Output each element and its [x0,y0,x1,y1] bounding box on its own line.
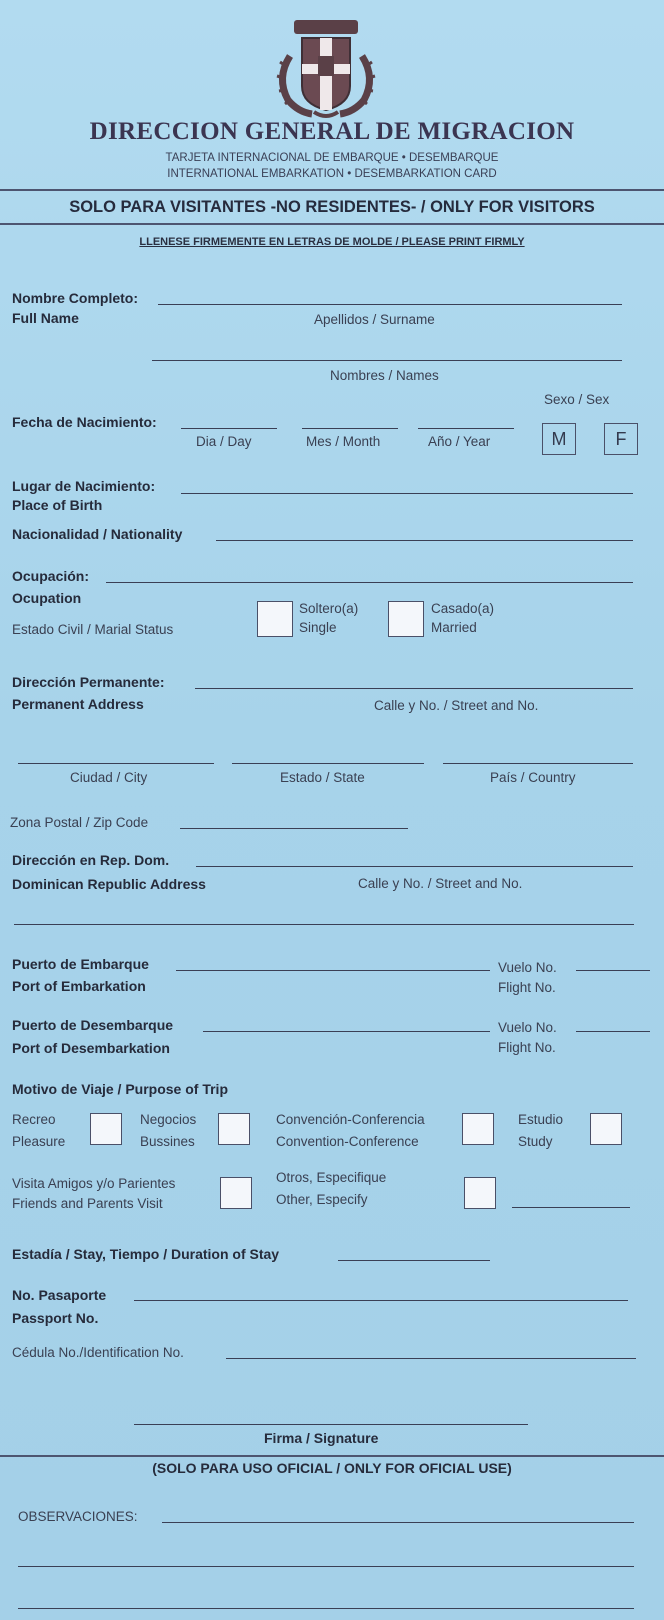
cedula-field[interactable] [226,1358,636,1359]
convention-caption: Convention-Conference [276,1134,419,1149]
card-subtitle-en: INTERNATIONAL EMBARKATION • DESEMBARKATION CARD [167,168,497,180]
desembarkation-port-field[interactable] [203,1031,490,1032]
embark-flight-label-en: Flight No. [498,980,556,995]
embarkation-label-es: Puerto de Embarque [12,956,149,972]
permanent-address-label-en: Permanent Address [12,696,144,712]
zip-label: Zona Postal / Zip Code [10,815,149,830]
observations-field[interactable] [162,1522,634,1523]
single-caption-en: Single [299,620,337,635]
visita-caption: Visita Amigos y/o Parientes [12,1176,176,1191]
single-caption-es: Soltero(a) [299,601,359,616]
otros-caption: Otros, Especifique [276,1170,387,1185]
desembarkation-label-es: Puerto de Desembarque [12,1017,174,1033]
embarkation-port-field[interactable] [176,970,490,971]
names-caption: Nombres / Names [330,368,439,383]
negocios-caption: Negocios [140,1112,197,1127]
purpose-label: Motivo de Viaje / Purpose of Trip [12,1081,229,1097]
married-checkbox[interactable] [388,601,424,637]
street-caption: Calle y No. / Street and No. [374,698,539,713]
stay-duration-field[interactable] [338,1260,490,1261]
estudio-caption: Estudio [518,1112,564,1127]
occupation-label-en: Ocupation [12,590,82,606]
surname-caption: Apellidos / Surname [314,312,435,327]
other-checkbox[interactable] [464,1177,496,1209]
pleasure-checkbox[interactable] [90,1113,122,1145]
permanent-address-label-es: Dirección Permanente: [12,674,165,690]
friends-caption: Friends and Parents Visit [12,1196,163,1211]
divider [0,189,664,191]
dr-street-field[interactable] [196,866,633,867]
names-field[interactable] [152,360,622,361]
pleasure-caption: Pleasure [12,1134,66,1149]
marital-status-label: Estado Civil / Marial Status [12,622,174,637]
visitors-only-banner: SOLO PARA VISITANTES -NO RESIDENTES- / ONLY FOR VISITORS [69,198,595,216]
divider [0,1455,664,1457]
disembark-flight-label-en: Flight No. [498,1040,556,1055]
state-caption: Estado / State [280,770,365,785]
divider [0,223,664,225]
single-checkbox[interactable] [257,601,293,637]
observations-line2-field[interactable] [18,1566,634,1567]
year-caption: Año / Year [428,434,491,449]
birth-date-label: Fecha de Nacimiento: [12,414,157,430]
other-caption: Other, Especify [276,1192,368,1207]
dr-address-label-en: Dominican Republic Address [12,876,206,892]
desembarkation-label-en: Port of Desembarkation [12,1040,170,1056]
signature-caption: Firma / Signature [264,1430,379,1446]
convention-checkbox[interactable] [462,1113,494,1145]
business-checkbox[interactable] [218,1113,250,1145]
official-use-heading: (SOLO PARA USO OFICIAL / ONLY FOR OFICIAL USE) [152,1460,512,1476]
city-field[interactable] [18,763,214,764]
birth-year-field[interactable] [418,428,514,429]
signature-field[interactable] [134,1424,528,1425]
recreo-caption: Recreo [12,1112,56,1127]
country-caption: País / Country [490,770,576,785]
nationality-field[interactable] [216,540,633,541]
visit-friends-checkbox[interactable] [220,1177,252,1209]
sex-male-checkbox[interactable]: M [542,423,576,455]
bussines-caption: Bussines [140,1134,195,1149]
occupation-field[interactable] [106,582,633,583]
sex-caption: Sexo / Sex [544,392,610,407]
embark-flight-field[interactable] [576,970,650,971]
birthplace-field[interactable] [181,493,633,494]
observations-label: OBSERVACIONES: [18,1509,138,1524]
dr-street-caption: Calle y No. / Street and No. [358,876,523,891]
nationality-label: Nacionalidad / Nationality [12,526,183,542]
birth-month-field[interactable] [302,428,398,429]
card-subtitle-es: TARJETA INTERNACIONAL DE EMBARQUE • DESEMBARQUE [165,152,499,164]
birth-day-field[interactable] [181,428,277,429]
occupation-label-es: Ocupación: [12,568,90,584]
passport-label-es: No. Pasaporte [12,1287,107,1303]
disembark-flight-field[interactable] [576,1031,650,1032]
day-caption: Dia / Day [196,434,252,449]
sex-female-checkbox[interactable]: F [604,423,638,455]
state-field[interactable] [232,763,424,764]
stay-duration-label: Estadía / Stay, Tiempo / Duration of Stay [12,1246,280,1262]
month-caption: Mes / Month [306,434,381,449]
agency-title: DIRECCION GENERAL DE MIGRACION [89,118,575,145]
cedula-label: Cédula No./Identification No. [12,1345,184,1360]
passport-field[interactable] [134,1300,628,1301]
married-caption-en: Married [431,620,477,635]
study-checkbox[interactable] [590,1113,622,1145]
married-caption-es: Casado(a) [431,601,495,616]
surname-field[interactable] [158,304,622,305]
birthplace-label-en: Place of Birth [12,497,103,513]
full-name-label-en: Full Name [12,310,79,326]
passport-label-en: Passport No. [12,1310,99,1326]
coat-of-arms-icon [268,8,384,120]
embark-flight-label-es: Vuelo No. [498,960,557,975]
other-specify-field[interactable] [512,1207,630,1208]
convencion-caption: Convención-Conferencia [276,1112,425,1127]
dr-address-label-es: Dirección en Rep. Dom. [12,852,170,868]
observations-line3-field[interactable] [18,1608,634,1609]
print-note: LLENESE FIRMEMENTE EN LETRAS DE MOLDE / PLEASE PRINT FIRMLY [139,236,525,248]
full-name-label-es: Nombre Completo: [12,290,138,306]
birthplace-label-es: Lugar de Nacimiento: [12,478,156,494]
disembark-flight-label-es: Vuelo No. [498,1020,557,1035]
embarkation-label-en: Port of Embarkation [12,978,146,994]
city-caption: Ciudad / City [70,770,148,785]
dr-address-line2-field[interactable] [14,924,634,925]
zip-field[interactable] [180,828,408,829]
permanent-street-field[interactable] [195,688,633,689]
study-caption: Study [518,1134,553,1149]
country-field[interactable] [443,763,633,764]
